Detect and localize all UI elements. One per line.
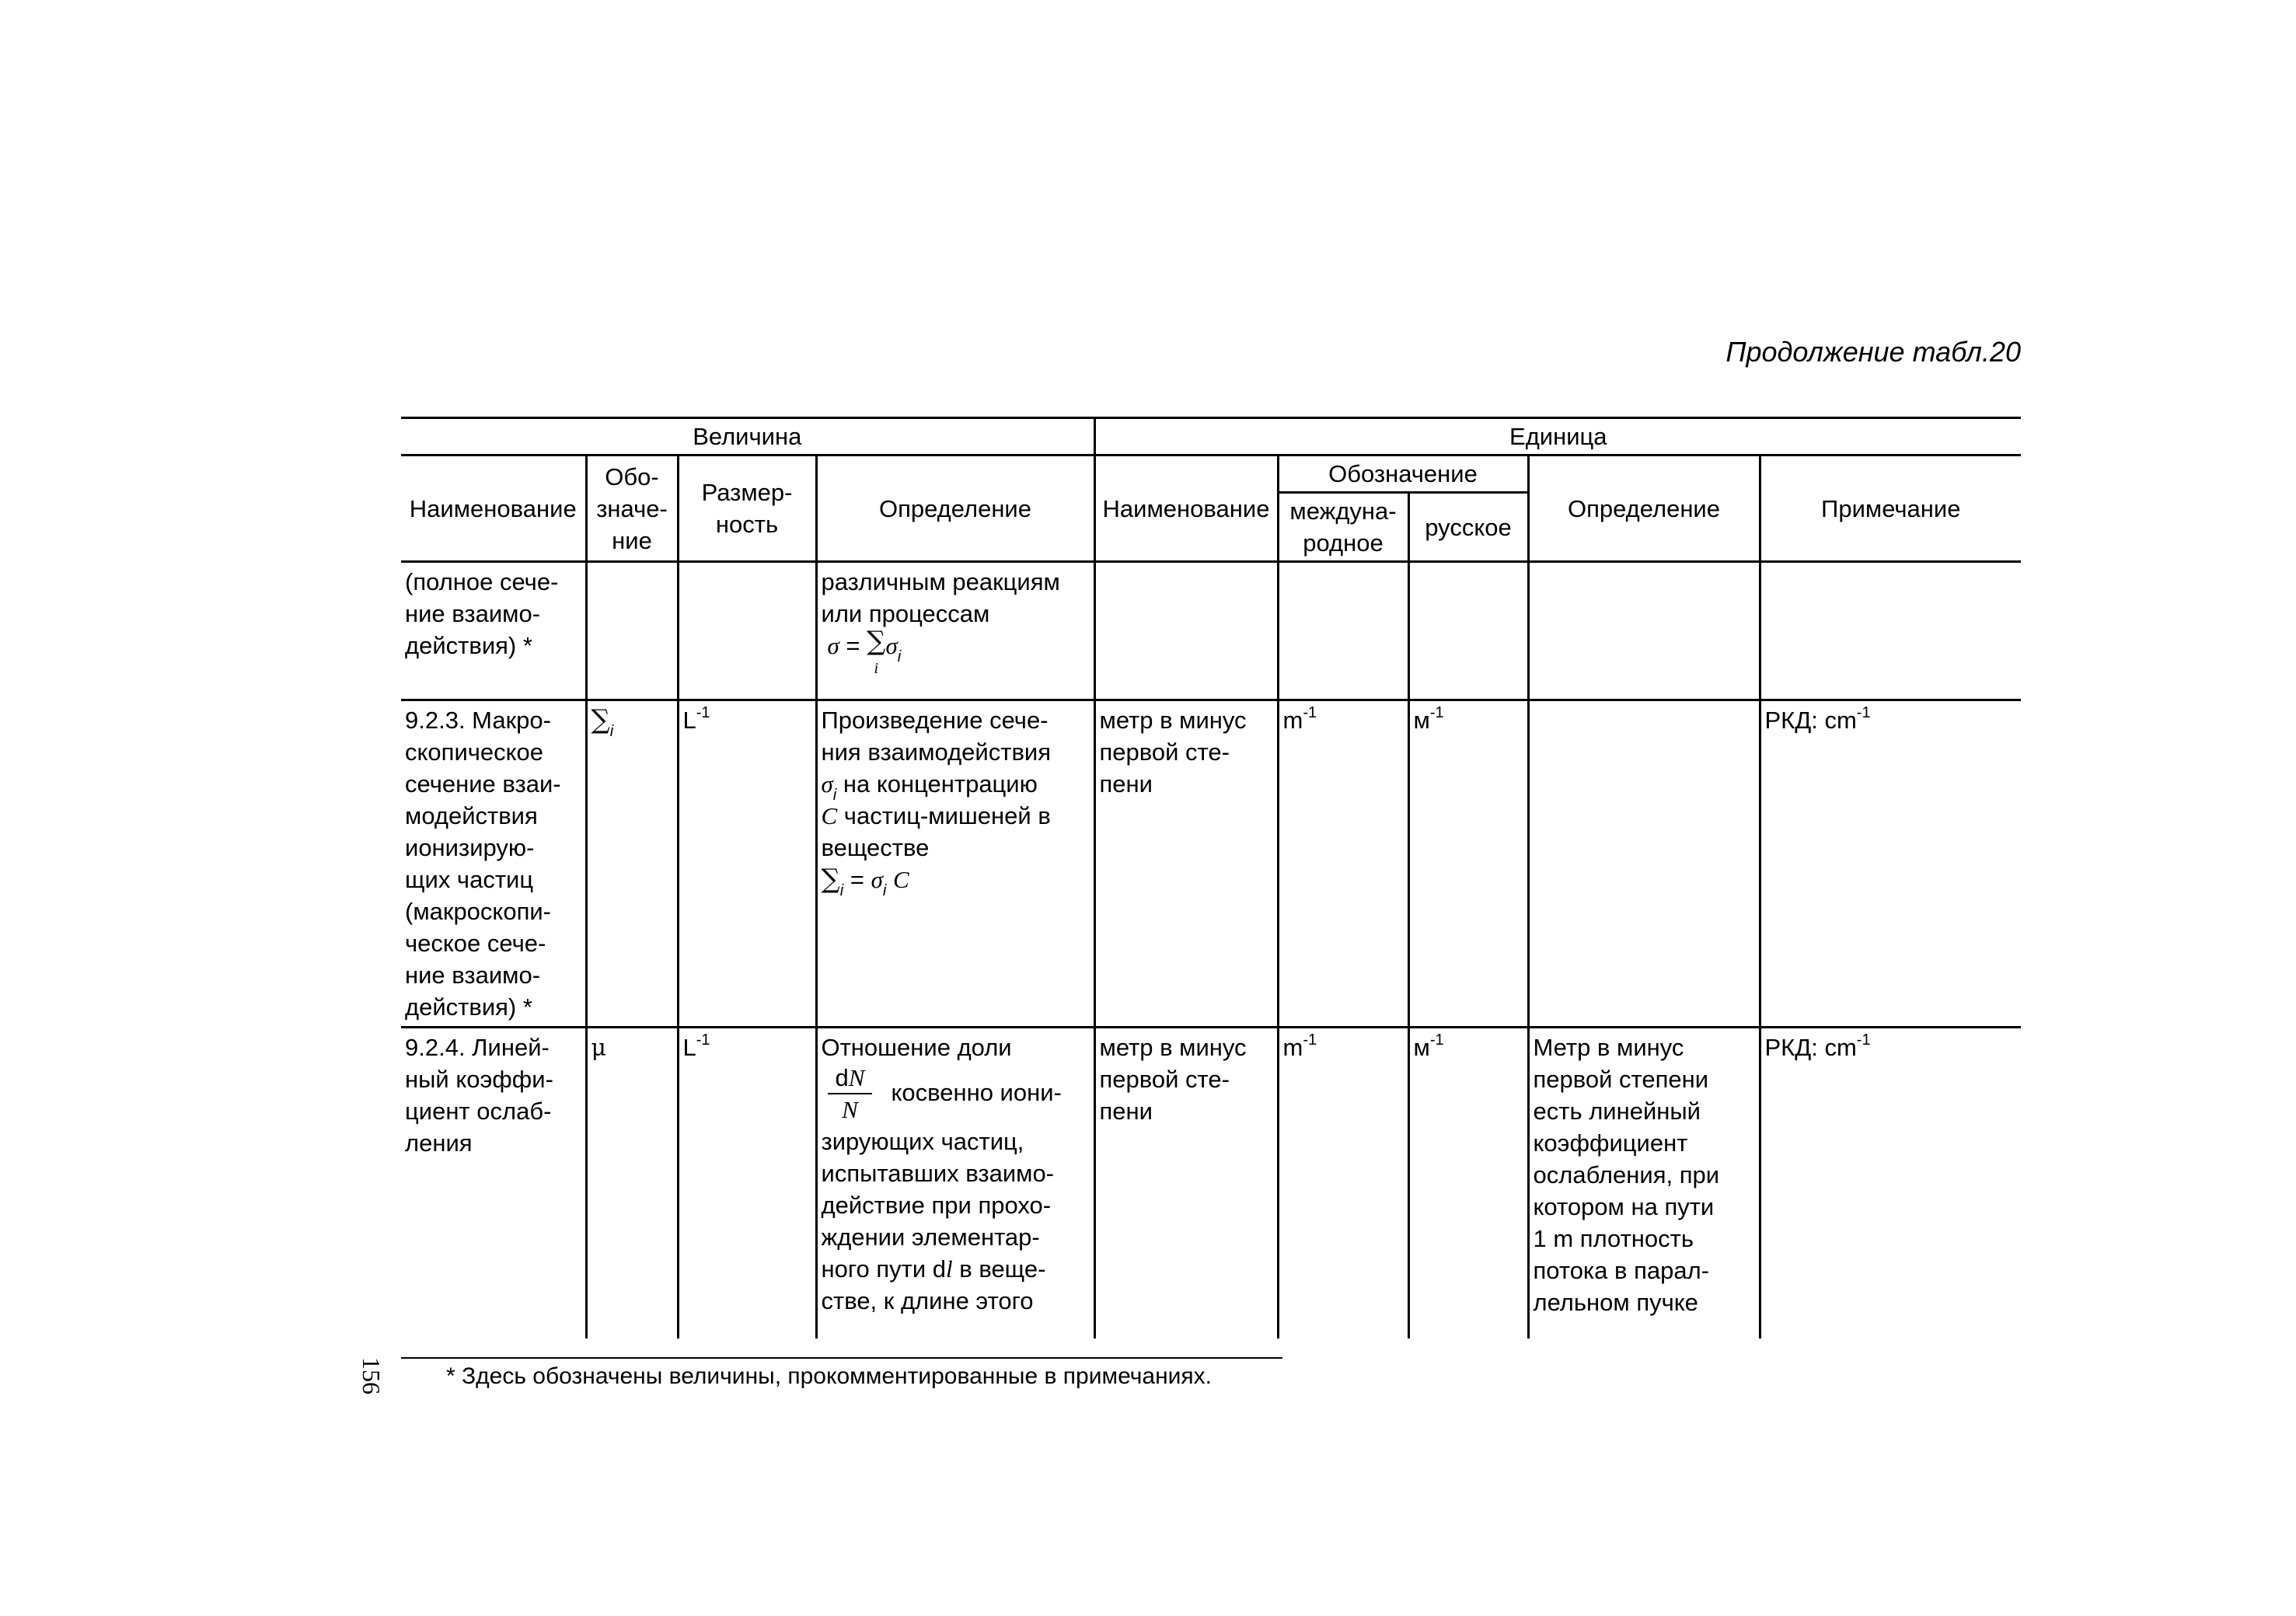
header-unit-name: Наименование xyxy=(1094,455,1278,562)
sum-icon: ∑ xyxy=(821,864,840,895)
mu-symbol: μ xyxy=(591,1035,606,1062)
page-number: 156 xyxy=(358,1357,386,1394)
sum-icon: ∑ xyxy=(867,626,886,657)
header-note: Примечание xyxy=(1760,455,2021,562)
cell-note xyxy=(1760,562,2021,700)
cell-russian: $м^{-1}$ xyxy=(1408,1028,1528,1339)
cell-name: 9.2.3. Макро- скопическое сечение взаи- модействия ионизирую- щих частиц (макроскопи- ческое сече- ние взаимо- действия) * xyxy=(401,700,586,1028)
header-quantity-group: Величина xyxy=(401,418,1094,455)
cell-unit-name: метр в минус первой сте- пени xyxy=(1094,1028,1278,1339)
macro-formula: $\sum_i = \sigma_i$ C xyxy=(821,864,909,899)
table-row xyxy=(401,1028,2021,1339)
header-intl: междуна- родное xyxy=(1278,493,1408,562)
table-row xyxy=(401,700,2021,1028)
cell-unit-definition: Метр в минус первой степени есть линейный коэффициент ослабления, при котором на пути 1 m плотность потока в парал- лельном пучке xyxy=(1528,1028,1760,1339)
header-name: Наименование xyxy=(401,455,586,562)
cell-russian: $м^{-1}$ xyxy=(1408,700,1528,1028)
table-row xyxy=(401,562,2021,700)
cell-intl xyxy=(1278,562,1408,700)
sum-formula: σ = ∑ $i\sigma_i$ xyxy=(827,626,902,677)
cell-intl: $m^{-1}$ xyxy=(1278,700,1408,1028)
cell-note: РКД: $cm^{-1}$ xyxy=(1760,700,2021,1028)
cell-unit-name xyxy=(1094,562,1278,700)
header-unit-group: Единица xyxy=(1094,418,2021,455)
cell-name: 9.2.4. Линей- ный коэффи- циент ослаб- ления xyxy=(401,1028,586,1339)
quantities-table xyxy=(401,417,2021,1339)
cell-name: (полное сече- ние взаимо- действия) * xyxy=(401,562,586,700)
cell-note: РКД: $cm^{-1}$ xyxy=(1760,1028,2021,1339)
header-definition: Определение xyxy=(816,455,1094,562)
cell-intl: $m^{-1}$ xyxy=(1278,1028,1408,1339)
cell-symbol xyxy=(586,1028,678,1339)
cell-symbol xyxy=(586,562,678,700)
footnote-separator xyxy=(401,1357,1282,1359)
fraction-line: $\frac{dN}{N}$ косвенно иони- xyxy=(822,1063,1090,1126)
cell-symbol: $\sum_i$ xyxy=(586,700,678,1028)
header-symbol: Обо- значе- ние xyxy=(586,455,678,562)
table-caption: Продолжение табл.20 xyxy=(1725,336,2021,368)
header-unit-definition: Определение xyxy=(1528,455,1760,562)
footnote: * Здесь обозначены величины, прокомментированные в примечаниях. xyxy=(446,1363,1212,1389)
header-dimension: Размер- ность xyxy=(678,455,816,562)
header-russian: русское xyxy=(1408,493,1528,562)
sum-icon: ∑ xyxy=(591,704,610,735)
cell-unit-definition xyxy=(1528,700,1760,1028)
cell-unit-name: метр в минус первой сте- пени xyxy=(1094,700,1278,1028)
cell-dimension: $L^{-1}$ xyxy=(678,700,816,1028)
cell-dimension xyxy=(678,562,816,700)
cell-unit-definition xyxy=(1528,562,1760,700)
cell-definition: различным реакциям или процессам σ = ∑ $i\sigma_i$ xyxy=(816,562,1094,700)
cell-definition: Произведение сече- ния взаимодействия $\sigma_i$ на концентрацию C частиц-мишеней в веществе $\sum_i = \sigma_i$ C xyxy=(816,700,1094,1028)
fraction-dN-N: $\frac{dN}{N}$ xyxy=(828,1063,873,1126)
cell-definition: Отношение доли $\frac{dN}{N}$ косвенно иони- зирующих частиц, испытавших взаимо- действие при прохо- ждении элементар- ного пути dl в веще- стве, к длине этого xyxy=(816,1028,1094,1339)
header-unit-symbol: Обозначение xyxy=(1278,455,1528,493)
cell-russian xyxy=(1408,562,1528,700)
cell-dimension: $L^{-1}$ xyxy=(678,1028,816,1339)
